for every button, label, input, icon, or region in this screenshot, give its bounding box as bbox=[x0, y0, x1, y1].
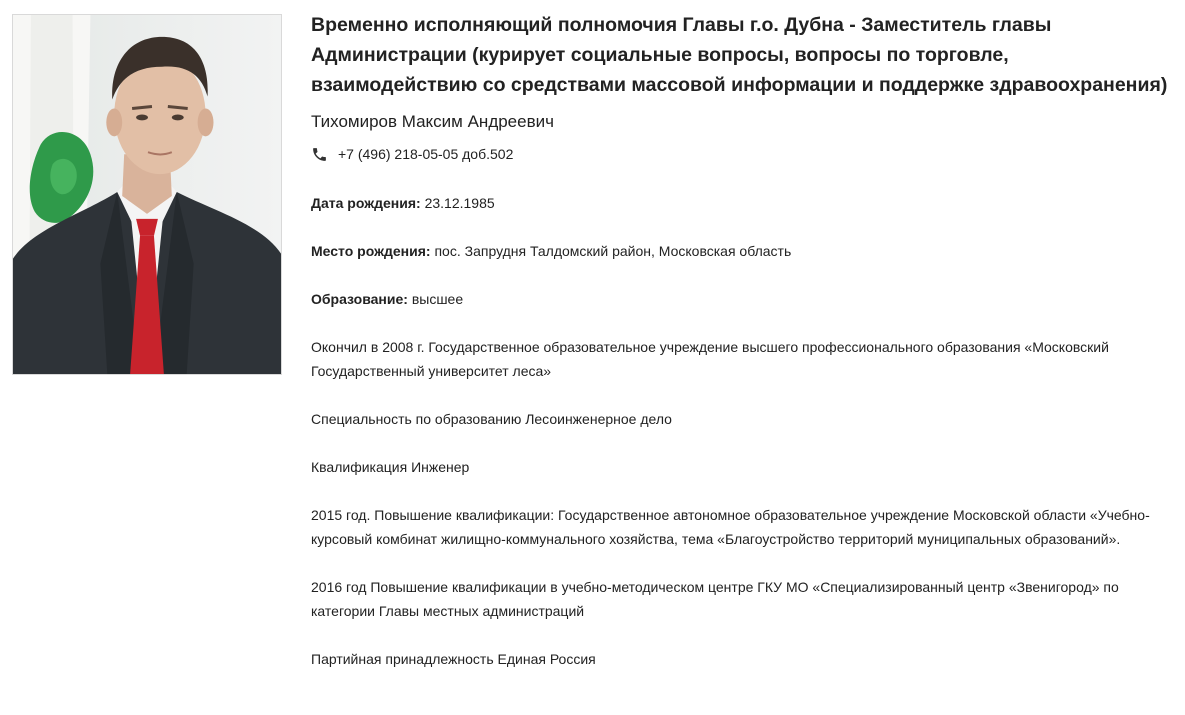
birth-place-row bbox=[311, 239, 1173, 263]
specialty-text: Специальность по образованию Лесоинженерное дело bbox=[311, 411, 672, 427]
training-2016-text: 2016 год Повышение квалификации в учебно-методическом центре ГКУ МО «Специализированный центр «Звенигород» по категории Главы местных администраций bbox=[311, 579, 1119, 619]
birth-place-value: пос. Запрудня Талдомский район, Московская область bbox=[434, 243, 792, 259]
phone-link[interactable]: +7 (496) 218-05-05 доб.502 bbox=[338, 146, 514, 162]
birth-place-label: Место рождения: bbox=[311, 243, 431, 259]
portrait-photo bbox=[12, 14, 282, 375]
profile-info bbox=[311, 10, 1173, 695]
graduation-text: Окончил в 2008 г. Государственное образовательное учреждение высшего профессионального образования «Московский Государственный университет леса» bbox=[311, 339, 1109, 379]
position-title: Временно исполняющий полномочия Главы г.о. Дубна - Заместитель главы Администрации (курирует социальные вопросы, вопросы по торговле, взаимодействию со средствами массовой информации и поддержке здравоохранения) bbox=[311, 14, 1168, 96]
portrait-image bbox=[13, 15, 281, 374]
person-name: Тихомиров Максим Андреевич bbox=[311, 112, 554, 131]
birth-date-value: 23.12.1985 bbox=[424, 195, 495, 211]
education-label: Образование: bbox=[311, 291, 408, 307]
education-value: высшее bbox=[411, 291, 464, 307]
phone-icon bbox=[311, 146, 328, 163]
birth-date-label: Дата рождения: bbox=[311, 195, 421, 211]
party-text: Партийная принадлежность Единая Россия bbox=[311, 651, 596, 667]
qualification-text: Квалификация Инженер bbox=[311, 459, 470, 475]
training-2015-text: 2015 год. Повышение квалификации: Государственное автономное образовательное учреждение Московской области «Учебно-курсовый комбинат жилищно-коммунального хозяйства, тема «Благоустройство территорий муниципальных образований». bbox=[311, 507, 1150, 547]
education-row bbox=[311, 287, 1173, 311]
phone-row bbox=[311, 143, 1173, 165]
birth-date-row bbox=[311, 191, 1173, 215]
